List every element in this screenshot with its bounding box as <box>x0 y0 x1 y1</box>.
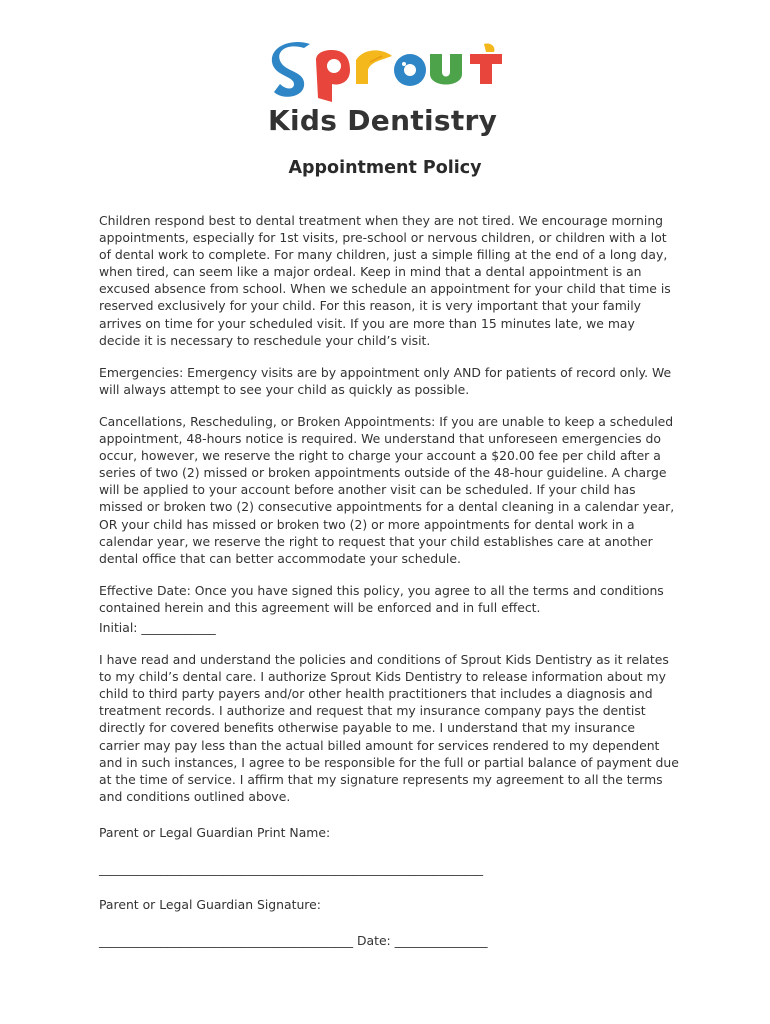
initial-field[interactable]: Initial: ____________ <box>99 619 216 635</box>
sprout-logo <box>270 40 510 106</box>
sprout-logo-graphic <box>270 40 510 106</box>
acknowledgement-paragraph: I have read and understand the policies and conditions of Sprout Kids Dentistry as it relates to my child’s dental care. I authorize Sprout Kids Dentistry to release information about my child to third party payers and/or other health practitioners that includes a diagnosis and treatment records. I authorize and request that my insurance company pays the dentist directly for covered benefits otherwise payable to me. I understand that my insurance carrier may pay less than the actual billed amount for services rendered to my dependent and in such instances, I agree to be responsible for the full or partial balance of payment due at the time of service. I affirm that my signature represents my agreement to all the terms and conditions outlined above. <box>99 652 679 804</box>
print-name-label: Parent or Legal Guardian Print Name: <box>99 824 331 840</box>
cancellations-paragraph: Cancellations, Rescheduling, or Broken Appointments: If you are unable to keep a scheduled appointment, 48-hours notice is required. We understand that unforeseen emergencies do occur, however, we reserve the right to charge your account a $20.00 fee per child after a series of two (2) missed or broken appointments outside of the 48-hour guideline. A charge will be applied to your account before another visit can be scheduled. If your child has missed or broken two (2) consecutive appointments for a dental cleaning in a calendar year, OR your child has missed or broken two (2) or more appointments for dental work in a calendar year, we reserve the right to request that your child establishes care at another dental office that can better accommodate your schedule. <box>99 413 675 566</box>
signature-date-field[interactable]: _________________________________________ Date: _______________ <box>99 933 488 949</box>
policy-body <box>99 212 679 949</box>
intro-paragraph: Children respond best to dental treatment when they are not tired. We encourage morning appointments, especially for 1st visits, pre-school or nervous children, or children with a lot of dental work to complete. For many children, just a simple filling at the end of a long day, when tired, can seem like a major ordeal. Keep in mind that a dental appointment is an excused absence from school. When we schedule an appointment for your child that time is reserved exclusively for your child. For this reason, it is very important that your family arrives on time for your scheduled visit. If you are more than 15 minutes late, we may decide it is necessary to reschedule your child’s visit. <box>99 213 671 348</box>
logo-letter-s <box>272 42 310 97</box>
page-title: Appointment Policy <box>288 158 482 178</box>
emergencies-paragraph: Emergencies: Emergency visits are by appointment only AND for patients of record only. We will always attempt to see your child as quickly as possible. <box>99 364 672 397</box>
effective-date-paragraph: Effective Date: Once you have signed this policy, you agree to all the terms and conditions contained herein and this agreement will be enforced and in full effect. <box>99 582 664 615</box>
logo-letter-u <box>430 54 462 85</box>
brand-name: Kids Dentistry <box>268 104 498 137</box>
logo-letter-p <box>316 50 350 102</box>
logo-letter-r <box>356 50 392 84</box>
signature-label: Parent or Legal Guardian Signature: <box>99 897 321 912</box>
print-name-field[interactable]: ______________________________________________________________ <box>99 861 484 876</box>
logo-letter-t <box>470 54 502 84</box>
